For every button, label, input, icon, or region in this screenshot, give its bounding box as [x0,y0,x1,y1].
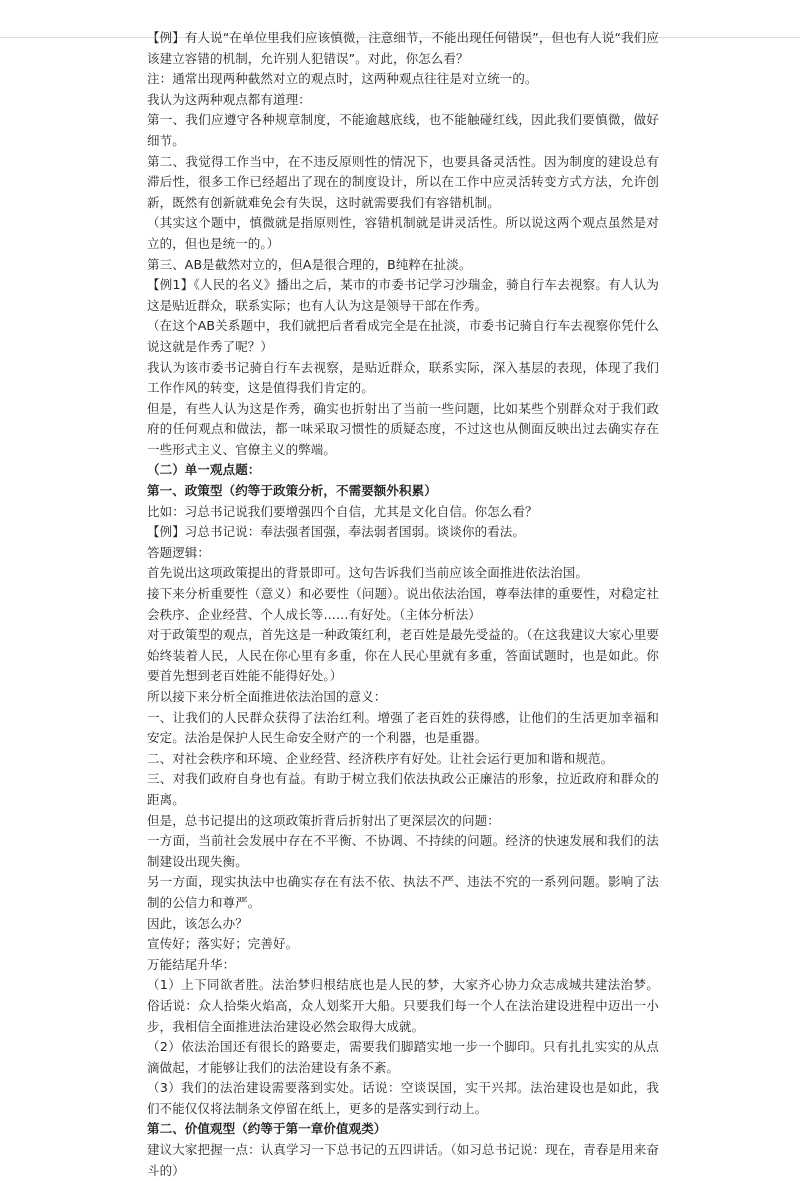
paragraph: 一、让我们的人民群众获得了法治红利。增强了老百姓的获得感，让他们的生活更加幸福和安定。法治是保护人民生命安全财产的一个利器，也是重器。 [147,709,659,746]
paragraph: 二、对社会秩序和环境、企业经营、经济秩序有好处。让社会运行更加和谐和规范。 [147,750,614,766]
paragraph: 另一方面，现实执法中也确实存在有法不依、执法不严、违法不究的一系列问题。影响了法制的公信力和尊严。 [147,874,659,910]
section-heading: 第二、价值观型（约等于第一章价值观类） [147,1121,387,1137]
paragraph: 【例】习总书记说：奉法强者国强，奉法弱者国弱。谈谈你的看法。 [147,524,526,540]
section-heading: 第一、政策型（约等于政策分析，不需要额外积累） [147,483,437,499]
paragraph: 但是，有些人认为这是作秀，确实也折射出了当前一些问题，比如某些个别群众对于我们政府的任何观点和做法，都一味采取习惯性的质疑态度，不过这也从侧面反映出过去确实存在一些形式主义、官僚主义的弊端。 [147,400,659,457]
paragraph: 第一、我们应遵守各种规章制度，不能逾越底线，也不能触碰红线，因此我们要慎微，做好细节。 [147,112,659,148]
paragraph: 所以接下来分析全面推进依法治国的意义： [147,689,387,704]
paragraph: 我认为该市委书记骑自行车去视察，是贴近群众，联系实际，深入基层的表现，体现了我们工作作风的转变，这是值得我们肯定的。 [147,359,659,396]
paragraph: 宣传好；落实好；完善好。 [147,936,299,952]
paragraph: 万能结尾升华： [147,956,236,972]
paragraph: 对于政策型的观点，首先这是一种政策红利，老百姓是最先受益的。（在这我建议大家心里要始终装着人民，人民在你心里有多重，你在人民心里就有多重，答面试题时，也是如此。你要首先想到老百姓能不能得好处。） [147,627,659,684]
paragraph: （其实这个题中，慎微就是指原则性，容错机制就是讲灵活性。所以说这两个观点虽然是对立的，但也是统一的。） [147,215,659,251]
paragraph: （2）依法治国还有很长的路要走，需要我们脚踏实地一步一个脚印。只有扎扎实实的从点滴做起，才能够让我们的法治建设有条不紊。 [147,1039,659,1075]
paragraph: 第三、AB是截然对立的，但A是很合理的，B纯粹在扯淡。 [147,256,472,272]
paragraph: 但是，总书记提出的这项政策折背后折射出了更深层次的问题： [147,812,500,828]
paragraph: 接下来分析重要性（意义）和必要性（问题）。说出依法治国，尊奉法律的重要性，对稳定社会秩序、企业经营、个人成长等……有好处。（主体分析法） [147,586,659,622]
paragraph: 因此，该怎么办？ [147,915,248,931]
section-heading: （二）单一观点题： [147,462,261,478]
document-body [147,28,659,1181]
paragraph: 首先说出这项政策提出的背景即可。这句告诉我们当前应该全面推进依法治国。 [147,565,589,581]
paragraph: 一方面，当前社会发展中存在不平衡、不协调、不持续的问题。经济的快速发展和我们的法制建设出现失衡。 [147,833,659,869]
paragraph: 【例1】《人民的名义》播出之后，某市的市委书记学习沙瑞金，骑自行车去视察。有人认为这是贴近群众，联系实际；也有人认为这是领导干部在作秀。 [147,277,659,313]
paragraph: 第二、我觉得工作当中，在不违反原则性的情况下，也要具备灵活性。因为制度的建设总有滞后性，很多工作已经超出了现在的制度设计，所以在工作中应灵活转变方式方法，允许创新，既然有创新就难免会有失误，这时就需要我们有容错机制。 [147,153,659,210]
paragraph: 【例】有人说“在单位里我们应该慎微，注意细节，不能出现任何错误”，但也有人说“我们应该建立容错的机制，允许别人犯错误”。对此，你怎么看？ [147,30,659,66]
paragraph: （在这个AB关系题中，我们就把后者看成完全是在扯淡，市委书记骑自行车去视察你凭什么说这就是作秀了呢？） [147,318,659,354]
paragraph: 比如：习总书记说我们要增强四个自信，尤其是文化自信。你怎么看？ [147,503,538,519]
paragraph: 注：通常出现两种截然对立的观点时，这两种观点往往是对立统一的。 [147,71,538,87]
paragraph: （3）我们的法治建设需要落到实处。话说：空谈误国，实干兴邦。法治建设也是如此，我们不能仅仅将法制条文停留在纸上，更多的是落实到行动上。 [147,1080,659,1116]
paragraph: 建议大家把握一点：认真学习一下总书记的五四讲话。（如习总书记说：现在，青春是用来奋斗的） [147,1142,659,1178]
paragraph: 三、对我们政府自身也有益。有助于树立我们依法执政公正廉洁的形象，拉近政府和群众的距离。 [147,771,659,807]
paragraph: 我认为这两种观点都有道理： [147,91,311,107]
paragraph: （1）上下同欲者胜。法治梦归根结底也是人民的梦，大家齐心协力众志成城共建法治梦。俗话说：众人拾柴火焰高，众人划桨开大船。只要我们每一个人在法治建设进程中迈出一小步，我相信全面推进法治建设必然会取得大成就。 [147,977,659,1034]
paragraph: 答题逻辑： [147,544,211,560]
